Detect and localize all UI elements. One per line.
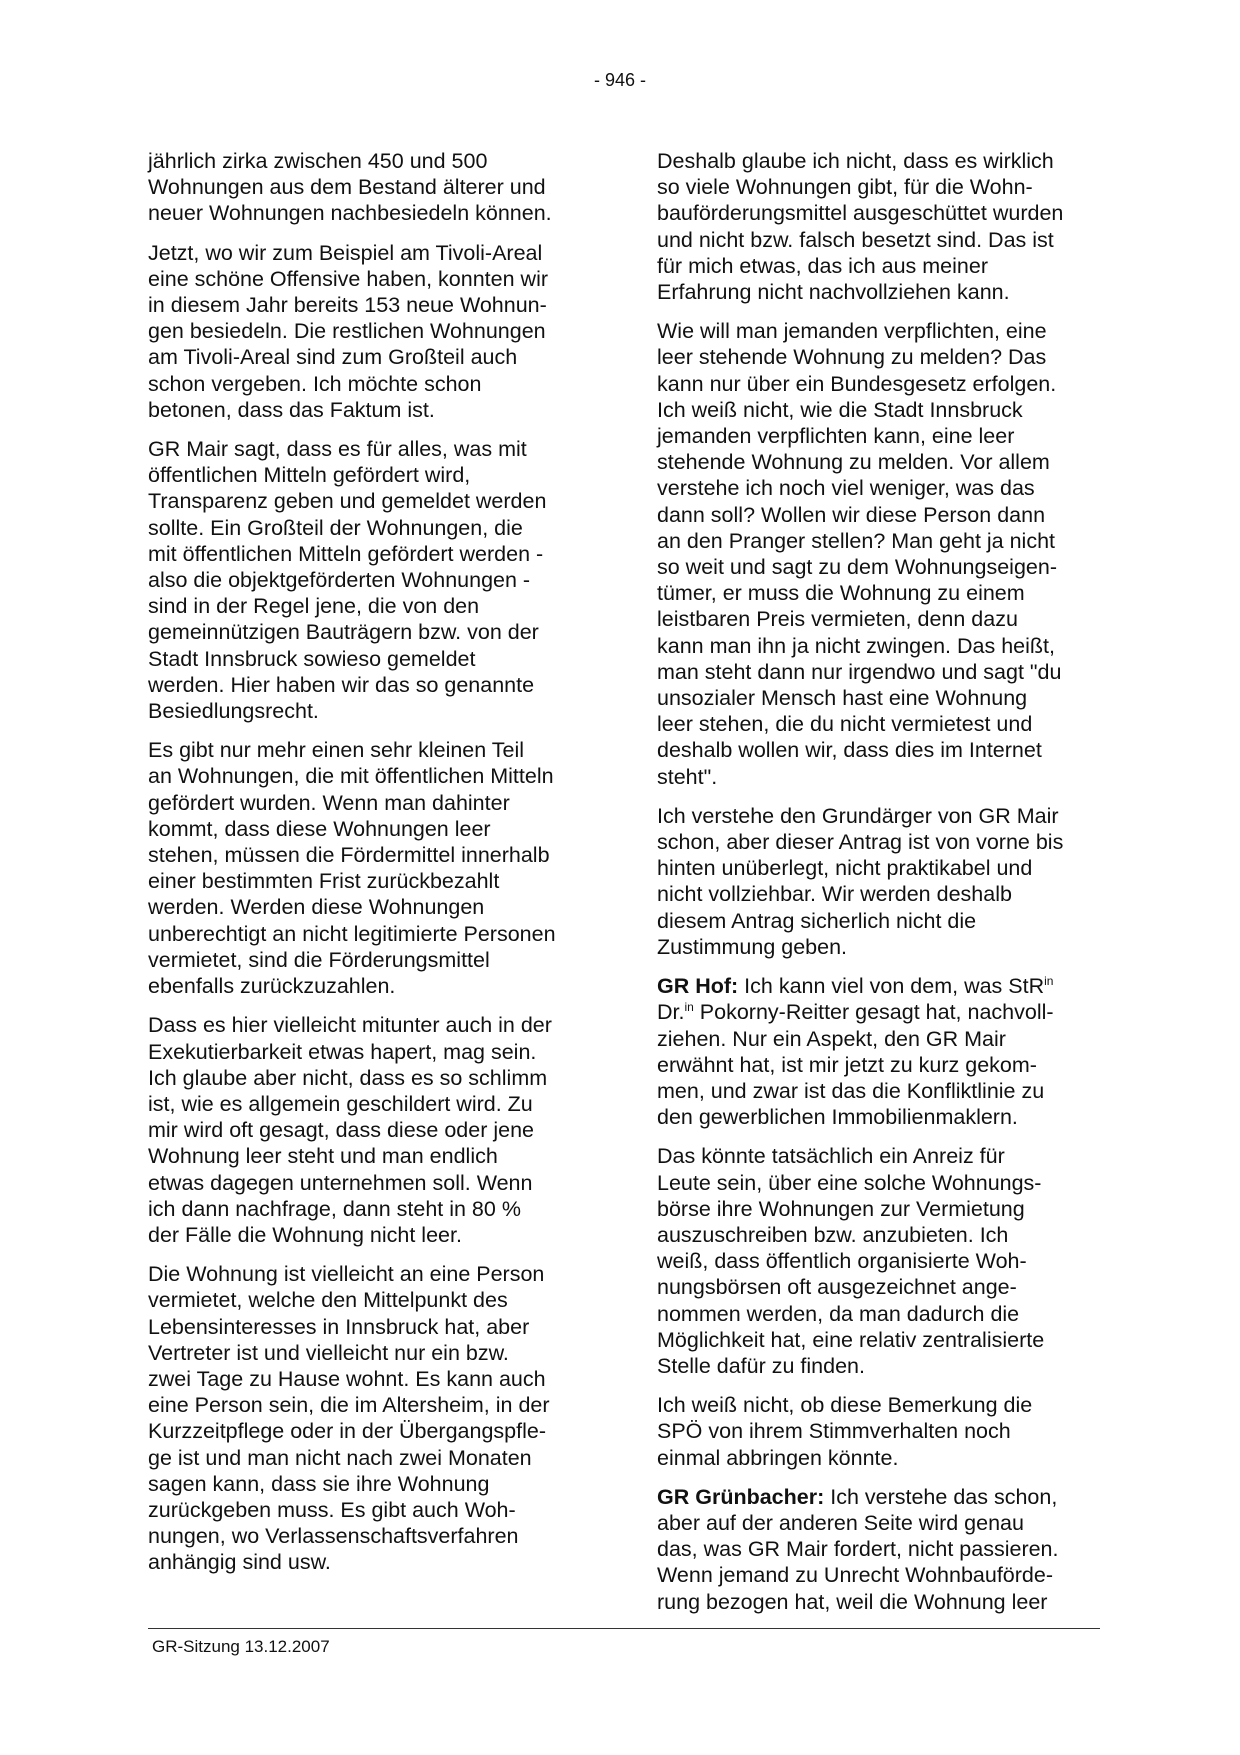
text-line: Wie will man jemanden verpflichten, eine <box>657 319 1047 344</box>
speaker-name: GR Hof: <box>657 974 739 999</box>
paragraph <box>148 1261 593 1575</box>
text-line: Das könnte tatsächlich ein Anreiz für <box>657 1144 1005 1169</box>
paragraph <box>657 1392 1102 1471</box>
text-line: in diesem Jahr bereits 153 neue Wohnun- <box>148 293 547 318</box>
text-line: an Wohnungen, die mit öffentlichen Mitteln <box>148 764 554 789</box>
text-line: Ich verstehe den Grundärger von GR Mair <box>657 803 1059 828</box>
text-line: Möglichkeit hat, eine relativ zentralisierte <box>657 1327 1045 1352</box>
text-line: der Fälle die Wohnung nicht leer. <box>148 1222 462 1247</box>
text-line: werden. Hier haben wir das so genannte <box>148 672 535 697</box>
text-line: diesem Antrag sicherlich nicht die <box>657 908 977 933</box>
text-line: also die objektgeförderten Wohnungen - <box>148 568 531 593</box>
text-line: SPÖ von ihrem Stimmverhalten noch <box>657 1419 1011 1444</box>
text-line: men, und zwar ist das die Konfliktlinie zu <box>657 1078 1045 1103</box>
text-line: so viele Wohnungen gibt, für die Wohn- <box>657 175 1033 200</box>
text-line: mir wird oft gesagt, dass diese oder jene <box>148 1118 535 1143</box>
text-line: vermietet, sind die Förderungsmittel <box>148 947 490 972</box>
footer-session-date: GR-Sitzung 13.12.2007 <box>152 1637 330 1656</box>
speaker-name: GR Grünbacher: <box>657 1484 825 1509</box>
text-line: unsozialer Mensch hast eine Wohnung <box>657 686 1028 711</box>
text-line: hinten unüberlegt, nicht praktikabel und <box>657 856 1033 881</box>
paragraph <box>657 318 1102 790</box>
text-line: Besiedlungsrecht. <box>148 699 319 724</box>
text-line: gefördert wurden. Wenn man dahinter <box>148 790 510 815</box>
text-line: Die Wohnung ist vielleicht an eine Person <box>148 1262 545 1287</box>
text-line: eine Person sein, die im Altersheim, in der <box>148 1393 550 1418</box>
text-line: so weit und sagt zu dem Wohnungseigen- <box>657 555 1057 580</box>
text-line: Dass es hier vielleicht mitunter auch in der <box>148 1013 552 1038</box>
text-line: steht". <box>657 764 718 789</box>
text-line: Zustimmung geben. <box>657 934 848 959</box>
text-line: börse ihre Wohnungen zur Vermietung <box>657 1196 1025 1221</box>
text-line: nungsbörsen oft ausgezeichnet ange- <box>657 1275 1017 1300</box>
text-line: am Tivoli-Areal sind zum Großteil auch <box>148 345 518 370</box>
text-line: sagen kann, dass sie ihre Wohnung <box>148 1471 490 1496</box>
text-line: Ich glaube aber nicht, dass es so schlimm <box>148 1065 548 1090</box>
text-line: Transparenz geben und gemeldet werden <box>148 489 547 514</box>
text-line: man steht dann nur irgendwo und sagt "du <box>657 659 1062 684</box>
text-line: betonen, dass das Faktum ist. <box>148 397 435 422</box>
text-line: Jetzt, wo wir zum Beispiel am Tivoli-Areal <box>148 240 543 265</box>
text-line: leistbaren Preis vermieten, denn dazu <box>657 607 1018 632</box>
text-line: einmal abbringen könnte. <box>657 1445 899 1470</box>
text-line: gen besiedeln. Die restlichen Wohnungen <box>148 319 546 344</box>
text-line: anhängig sind usw. <box>148 1550 331 1575</box>
text-line: Exekutierbarkeit etwas hapert, mag sein. <box>148 1039 537 1064</box>
speaker-paragraph-hof <box>657 973 1102 1130</box>
text-line: nommen werden, da man dadurch die <box>657 1301 1020 1326</box>
text-line: Wohnungen aus dem Bestand älterer und <box>148 175 546 200</box>
text-line: Vertreter ist und vielleicht nur ein bzw. <box>148 1340 509 1365</box>
paragraph <box>657 1143 1102 1379</box>
text-line: an den Pranger stellen? Man geht ja nicht <box>657 528 1056 553</box>
text-line: das, was GR Mair fordert, nicht passieren. <box>657 1537 1059 1562</box>
paragraph <box>148 240 593 423</box>
text-line <box>657 973 1102 999</box>
text-line: schon, aber dieser Antrag ist von vorne bis <box>657 830 1064 855</box>
text-line: Es gibt nur mehr einen sehr kleinen Teil <box>148 738 525 763</box>
text-line: eine schöne Offensive haben, konnten wir <box>148 266 549 291</box>
text-line: deshalb wollen wir, dass dies im Internet <box>657 738 1042 763</box>
text-line: GR Mair sagt, dass es für alles, was mit <box>148 437 527 462</box>
text-line: leer stehende Wohnung zu melden? Das <box>657 345 1047 370</box>
text-line: ge ist und man nicht nach zwei Monaten <box>148 1445 532 1470</box>
paragraph <box>148 737 593 999</box>
text-line <box>657 1484 1102 1510</box>
text-line: dann soll? Wollen wir diese Person dann <box>657 502 1046 527</box>
text-line: neuer Wohnungen nachbesiedeln können. <box>148 201 552 226</box>
text-line: Leute sein, über eine solche Wohnungs- <box>657 1170 1042 1195</box>
text-line: Stadt Innsbruck sowieso gemeldet <box>148 646 476 671</box>
text-line: erwähnt hat, ist mir jetzt zu kurz gekom- <box>657 1052 1037 1077</box>
paragraph <box>148 436 593 724</box>
text-span: Pokorny-Reitter gesagt hat, nachvoll- <box>693 1000 1054 1025</box>
text-line: öffentlichen Mitteln gefördert wird, <box>148 463 471 488</box>
text-line: Wenn jemand zu Unrecht Wohnbauförde- <box>657 1563 1053 1588</box>
text-line: zurückgeben muss. Es gibt auch Woh- <box>148 1497 516 1522</box>
text-line: ebenfalls zurückzuzahlen. <box>148 974 396 999</box>
text-line: stehen, müssen die Fördermittel innerhalb <box>148 843 550 868</box>
text-line <box>657 999 1102 1025</box>
paragraph <box>657 803 1102 960</box>
superscript: in <box>684 1000 694 1015</box>
text-line: ich dann nachfrage, dann steht in 80 % <box>148 1196 521 1221</box>
text-line: kommt, dass diese Wohnungen leer <box>148 816 491 841</box>
text-line: jährlich zirka zwischen 450 und 500 <box>148 149 488 173</box>
paragraph-continuation <box>657 1510 1102 1615</box>
text-line: auszuschreiben bzw. anzubieten. Ich <box>657 1222 1009 1247</box>
text-line: bauförderungsmittel ausgeschüttet wurden <box>657 201 1064 226</box>
text-line: Ich weiß nicht, ob diese Bemerkung die <box>657 1393 1033 1418</box>
text-line: Lebensinteresses in Innsbruck hat, aber <box>148 1314 530 1339</box>
text-line: verstehe ich noch viel weniger, was das <box>657 476 1035 501</box>
text-line: den gewerblichen Immobilienmaklern. <box>657 1105 1018 1130</box>
speaker-paragraph-gruenbacher <box>657 1484 1102 1615</box>
text-line: ist, wie es allgemein geschildert wird. Zu <box>148 1091 533 1116</box>
text-line: Erfahrung nicht nachvollziehen kann. <box>657 280 1010 305</box>
text-line: sind in der Regel jene, die von den <box>148 594 480 619</box>
footer-divider <box>148 1628 1100 1629</box>
superscript: in <box>1044 973 1054 988</box>
text-line: kann nur über ein Bundesgesetz erfolgen. <box>657 371 1057 396</box>
text-line: Ich weiß nicht, wie die Stadt Innsbruck <box>657 397 1023 422</box>
text-line: sollte. Ein Großteil der Wohnungen, die <box>148 515 523 540</box>
text-line: rung bezogen hat, weil die Wohnung leer <box>657 1589 1048 1614</box>
text-line: schon vergeben. Ich möchte schon <box>148 371 482 396</box>
text-line: einer bestimmten Frist zurückbezahlt <box>148 869 500 894</box>
text-span: Dr. <box>657 1000 685 1025</box>
left-column <box>148 148 593 1589</box>
text-line: etwas dagegen unternehmen soll. Wenn <box>148 1170 533 1195</box>
text-line: Deshalb glaube ich nicht, dass es wirklich <box>657 149 1054 173</box>
text-span: Ich verstehe das schon, <box>824 1484 1058 1509</box>
text-line: mit öffentlichen Mitteln gefördert werden - <box>148 541 544 566</box>
text-line: weiß, dass öffentlich organisierte Woh- <box>657 1249 1027 1274</box>
text-line: nicht vollziehbar. Wir werden deshalb <box>657 882 1012 907</box>
text-line: leer stehen, die du nicht vermietest und <box>657 712 1033 737</box>
text-line: nungen, wo Verlassenschaftsverfahren <box>148 1524 519 1549</box>
text-line: unberechtigt an nicht legitimierte Personen <box>148 921 556 946</box>
right-column <box>657 148 1102 1628</box>
text-line: tümer, er muss die Wohnung zu einem <box>657 581 1025 606</box>
text-line: Stelle dafür zu finden. <box>657 1353 865 1378</box>
page-number: - 946 - <box>593 70 647 90</box>
text-line: werden. Werden diese Wohnungen <box>148 895 485 920</box>
text-line: für mich etwas, das ich aus meiner <box>657 253 988 278</box>
text-line: jemanden verpflichten kann, eine leer <box>657 424 1015 449</box>
text-line: zwei Tage zu Hause wohnt. Es kann auch <box>148 1366 546 1391</box>
paragraph-continuation <box>657 1026 1102 1131</box>
text-line: gemeinnützigen Bauträgern bzw. von der <box>148 620 539 645</box>
text-line: stehende Wohnung zu melden. Vor allem <box>657 450 1050 475</box>
text-line: und nicht bzw. falsch besetzt sind. Das ist <box>657 227 1054 252</box>
text-span: Ich kann viel von dem, was StR <box>738 974 1045 999</box>
paragraph <box>657 148 1102 305</box>
text-line: Wohnung leer steht und man endlich <box>148 1144 498 1169</box>
paragraph <box>148 1012 593 1248</box>
paragraph <box>148 148 593 227</box>
text-line: aber auf der anderen Seite wird genau <box>657 1510 1024 1535</box>
text-line: kann man ihn ja nicht zwingen. Das heißt, <box>657 633 1055 658</box>
text-line: ziehen. Nur ein Aspekt, den GR Mair <box>657 1026 1006 1051</box>
text-line: vermietet, welche den Mittelpunkt des <box>148 1288 508 1313</box>
text-line: Kurzzeitpflege oder in der Übergangspfle- <box>148 1419 546 1444</box>
